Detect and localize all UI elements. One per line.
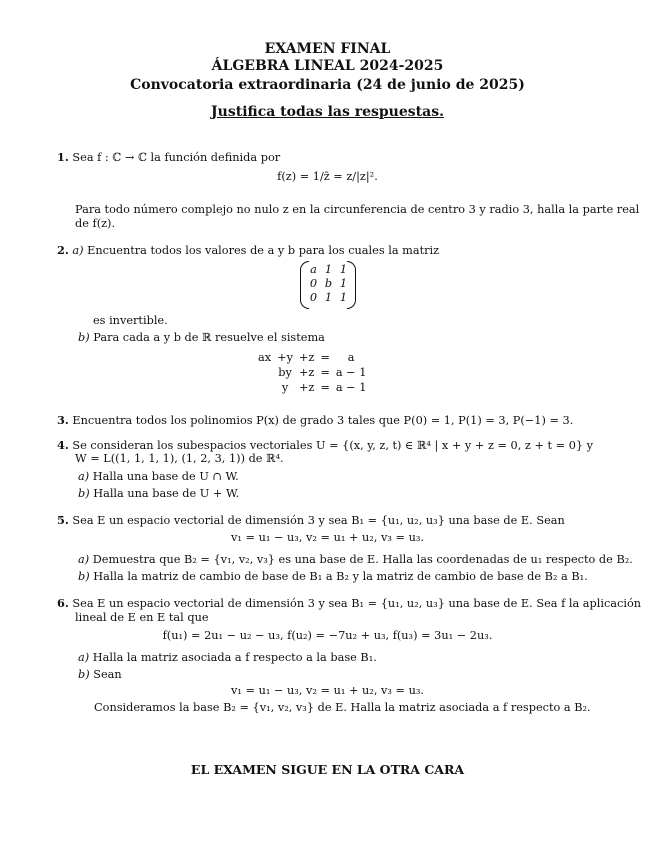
problem-6-formula: f(u₁) = 2u₁ − u₂ − u₃, f(u₂) = −7u₂ + u₃, f(u₃) = 3u₁ − 2u₃. <box>162 629 493 642</box>
system-cell: = <box>320 366 330 379</box>
exam-title: EXAMEN FINAL <box>264 41 391 57</box>
problem-1-intro <box>57 150 280 165</box>
problem-4-a-text: Halla una base de U ∩ W. <box>92 470 239 483</box>
problem-3-text: Encuentra todos los polinomios P(x) de grado 3 tales que P(0) = 1, P(1) = 3, P(−1) = 3. <box>72 414 574 427</box>
problem-4-b-label: b) <box>78 487 90 500</box>
problem-5-a <box>78 553 633 567</box>
problem-6-a <box>78 651 377 665</box>
system-cell: a − 1 <box>335 381 367 394</box>
problem-6-a-label: a) <box>78 651 90 664</box>
problem-2-a-label: a) <box>72 244 84 257</box>
problem-3 <box>57 413 573 428</box>
system-cell <box>255 365 274 380</box>
problem-2-b-text: Para cada a y b de ℝ resuelve el sistema <box>93 331 325 344</box>
matrix-table <box>306 262 351 304</box>
problem-6-b-formula: v₁ = u₁ − u₃, v₂ = u₁ + u₂, v₃ = u₃. <box>231 684 424 697</box>
system-cell: a <box>347 351 355 364</box>
problem-6-number: 6. <box>57 596 69 610</box>
matrix-cell: 1 <box>339 290 348 304</box>
system-row <box>255 365 369 380</box>
problem-1-text-1: Para todo número complejo no nulo z en la circunferencia de centro 3 y radio 3, halla la parte real <box>75 203 640 216</box>
problem-1-number: 1. <box>57 150 69 164</box>
matrix-cell: 0 <box>309 276 318 290</box>
problem-6-b-label: b) <box>78 668 90 681</box>
matrix-cell: b <box>324 276 333 290</box>
problem-5-b-text: Halla la matriz de cambio de base de B₁ a B₂ y la matriz de cambio de base de B₂ a B₁. <box>93 570 588 583</box>
system-cell: +y <box>277 351 293 364</box>
problem-5-b-label: b) <box>78 570 90 583</box>
matrix-right-paren <box>347 261 356 309</box>
problem-6-b-after: Consideramos la base B₂ = {v₁, v₂, v₃} de E. Halla la matriz asociada a f respecto a B₂. <box>94 701 591 714</box>
problem-2-a-text: Encuentra todos los valores de a y b para los cuales la matriz <box>87 244 440 257</box>
problem-1-formula: f(z) = 1/z̄ = z/|z|². <box>277 170 378 183</box>
system-row <box>255 350 369 365</box>
problem-2-system <box>255 350 369 395</box>
system-cell: = <box>320 351 330 364</box>
exam-subject: ÁLGEBRA LINEAL 2024-2025 <box>211 58 444 74</box>
system-cell: +z <box>298 351 315 364</box>
problem-2-matrix <box>300 261 356 307</box>
problem-5-a-text: Demuestra que B₂ = {v₁, v₂, v₃} es una base de E. Halla las coordenadas de u₁ respecto de B₂. <box>92 553 633 566</box>
problem-2-number: 2. <box>57 243 69 257</box>
problem-6-text-1-content: Sea E un espacio vectorial de dimensión 3 y sea B₁ = {u₁, u₂, u₃} una base de E. Sea f la aplicación <box>72 597 642 610</box>
problem-6-text-2: lineal de E en E tal que <box>75 611 209 624</box>
system-cell: by <box>278 366 292 379</box>
problem-2-a <box>57 243 439 258</box>
problem-5-b <box>78 570 588 584</box>
system-cell: +z <box>298 381 315 394</box>
problem-6-a-text: Halla la matriz asociada a f respecto a la base B₁. <box>92 651 377 664</box>
problem-2-a-after: es invertible. <box>93 314 168 327</box>
problem-4-text-1 <box>57 438 593 453</box>
problem-5-text <box>57 513 565 528</box>
system-cell: y <box>281 381 289 394</box>
matrix-cell: 0 <box>309 290 318 304</box>
problem-4-text-2: W = L((1, 1, 1, 1), (1, 2, 3, 1)) de ℝ⁴. <box>75 452 284 465</box>
problem-4-a <box>78 470 239 484</box>
problem-4-b <box>78 487 239 501</box>
instruction-text: Justifica todas las respuestas. <box>211 104 444 120</box>
problem-6-b <box>78 668 122 682</box>
problem-4-b-text: Halla una base de U + W. <box>93 487 240 500</box>
system-cell: a − 1 <box>335 366 367 379</box>
system-cell <box>255 380 274 395</box>
matrix-row <box>306 262 351 276</box>
matrix-row <box>306 290 351 304</box>
matrix-cell: a <box>310 262 317 276</box>
problem-6-text-1 <box>57 596 641 611</box>
problem-2-b-label: b) <box>78 331 90 344</box>
problem-1-text-2: de f(z). <box>75 217 116 230</box>
matrix-cell: 1 <box>339 262 348 276</box>
system-cell: ax <box>258 351 272 364</box>
matrix-cell: 1 <box>324 262 333 276</box>
exam-instruction <box>0 103 655 121</box>
problem-4-text-1-content: Se consideran los subespacios vectoriales U = {(x, y, z, t) ∈ ℝ⁴ | x + y + z = 0, z + t = 0} y <box>72 439 594 452</box>
footer-note: EL EXAMEN SIGUE EN LA OTRA CARA <box>190 762 465 777</box>
matrix-cell: 1 <box>339 276 348 290</box>
problem-6-b-text: Sean <box>93 668 122 681</box>
exam-session: Convocatoria extraordinaria (24 de junio de 2025) <box>130 77 525 93</box>
problem-5-text-content: Sea E un espacio vectorial de dimensión 3 y sea B₁ = {u₁, u₂, u₃} una base de E. Sean <box>72 514 565 527</box>
problem-4-a-label: a) <box>78 470 90 483</box>
problem-1-intro-text: Sea f : ℂ → ℂ la función definida por <box>72 151 281 164</box>
system-cell: +z <box>298 366 315 379</box>
problem-3-number: 3. <box>57 413 69 427</box>
problem-5-number: 5. <box>57 513 69 527</box>
system-row <box>255 380 369 395</box>
problem-5-a-label: a) <box>78 553 90 566</box>
problem-5-formula: v₁ = u₁ − u₃, v₂ = u₁ + u₂, v₃ = u₃. <box>231 531 424 544</box>
matrix-cell: 1 <box>324 290 333 304</box>
matrix-row <box>306 276 351 290</box>
problem-4-number: 4. <box>57 438 69 452</box>
problem-2-b <box>78 331 325 345</box>
system-cell: = <box>320 381 330 394</box>
